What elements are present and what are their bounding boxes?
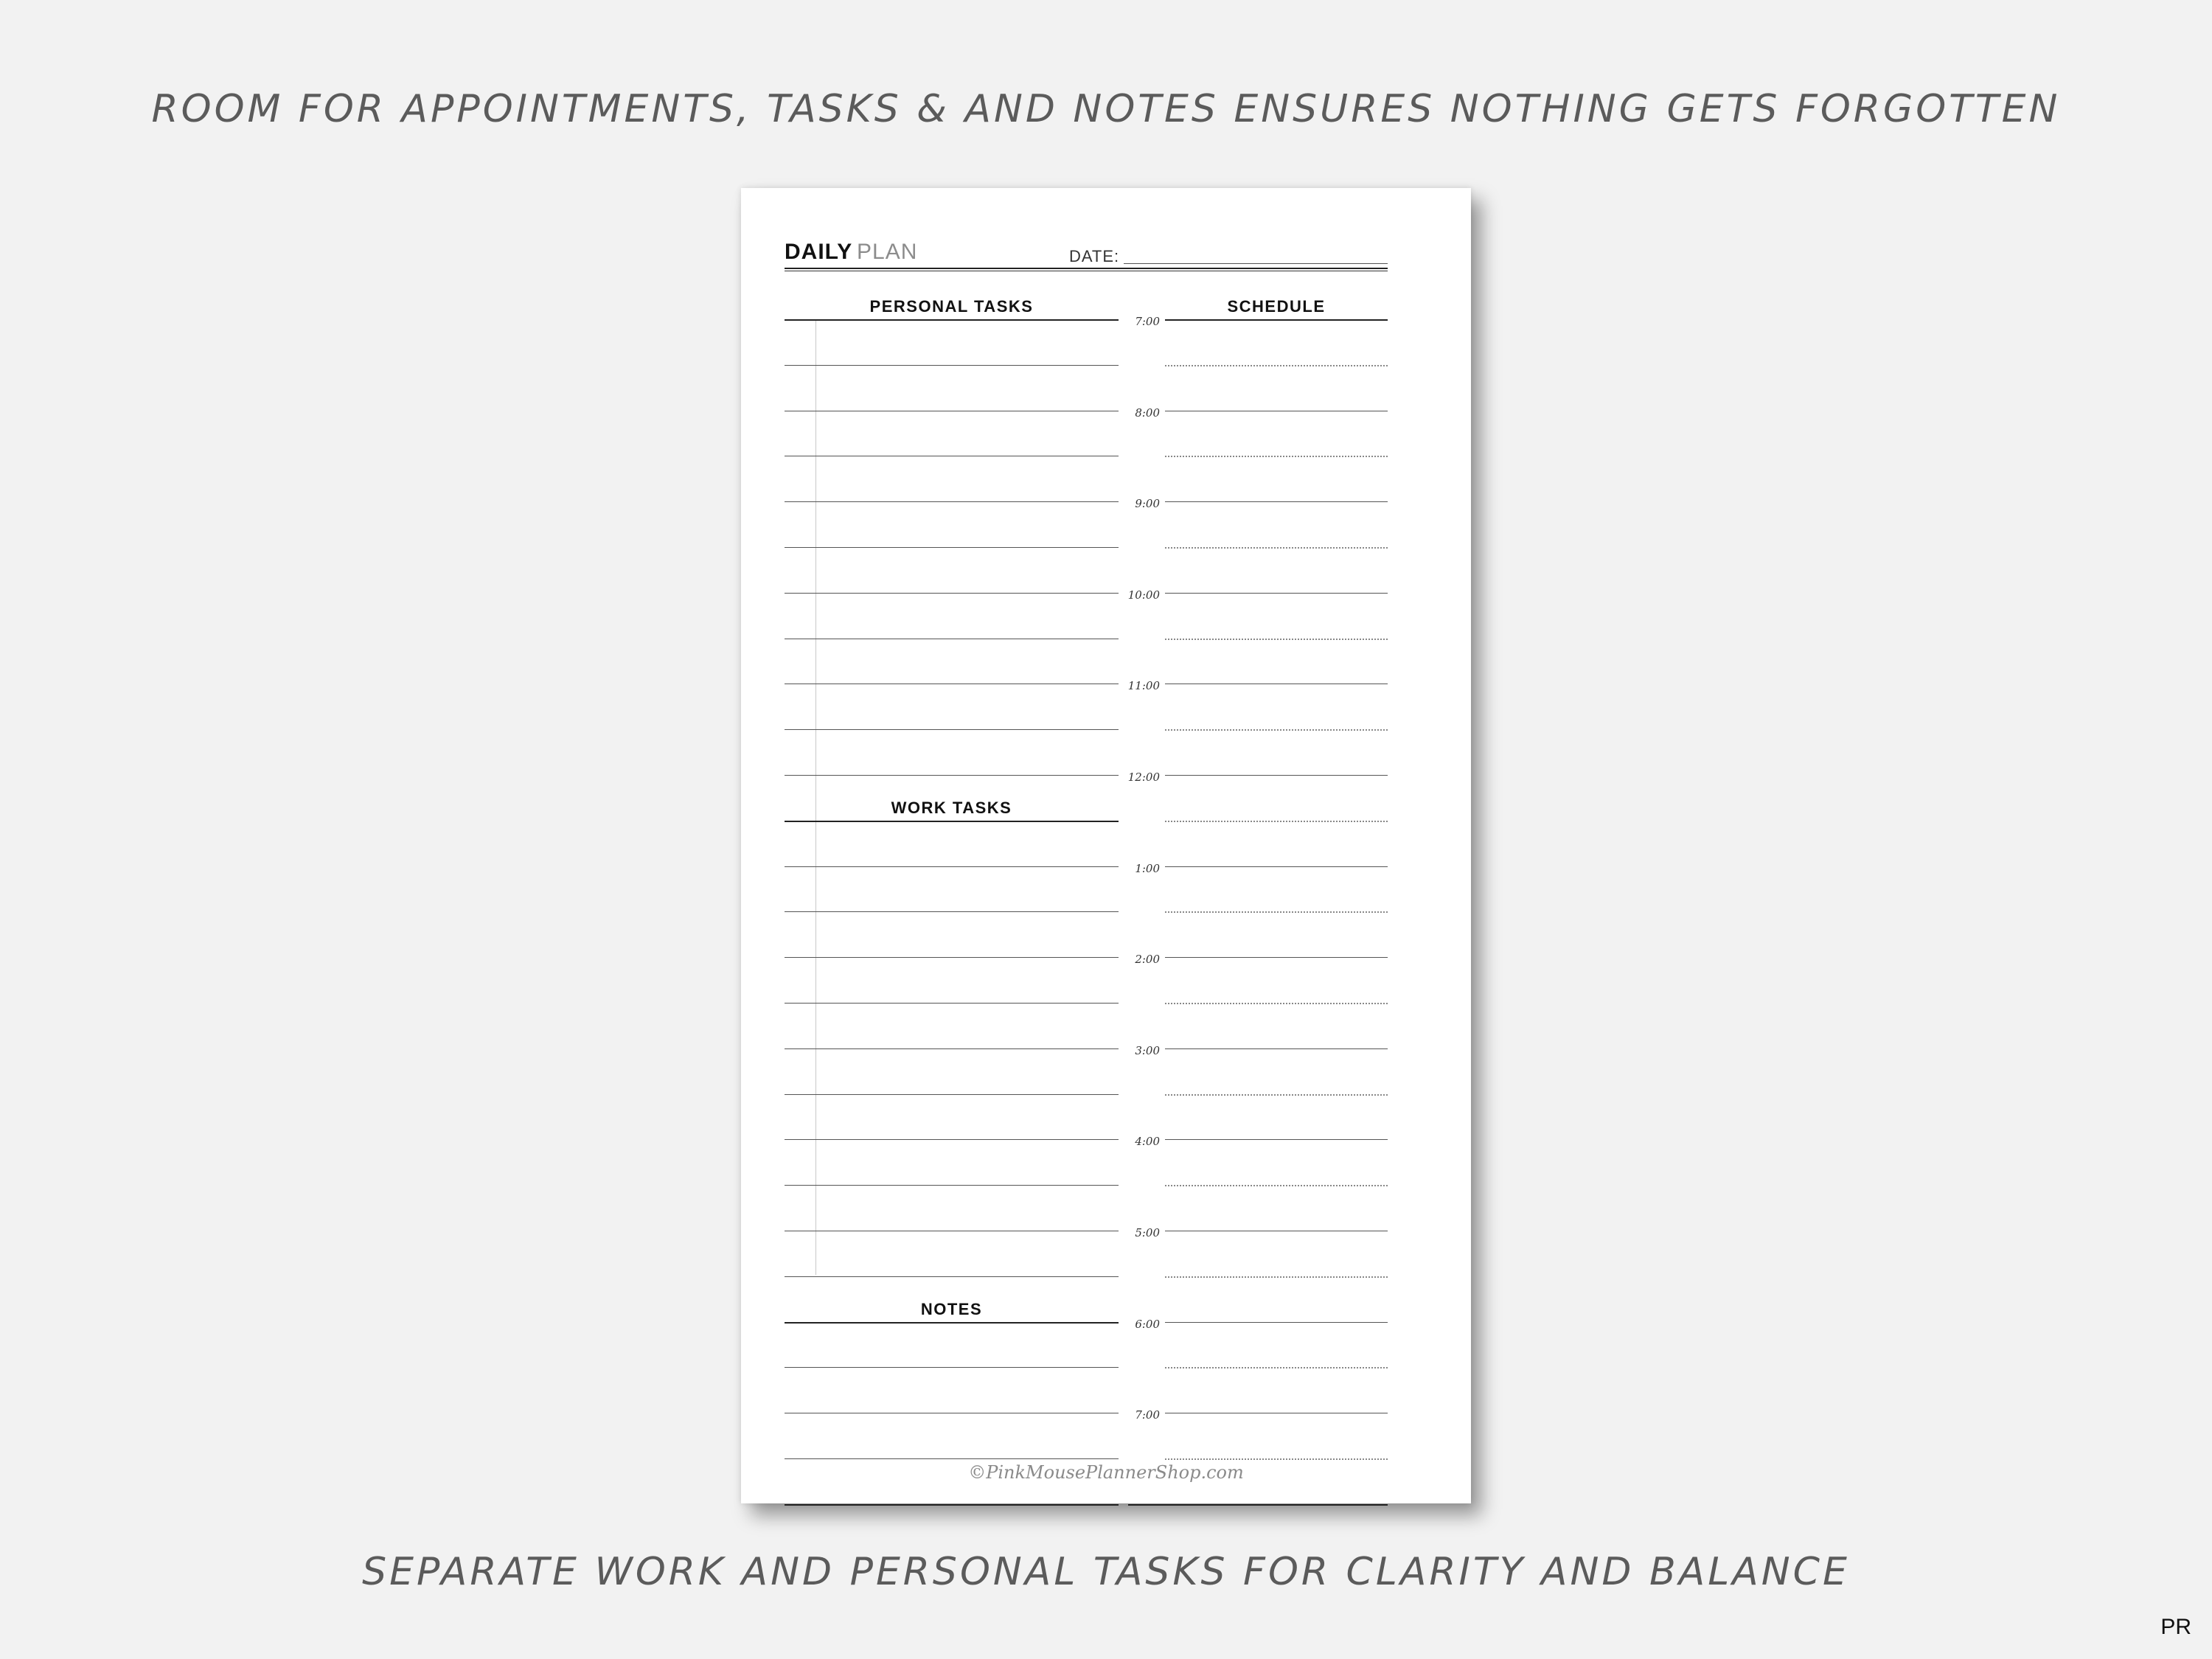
time-label: 3:00 xyxy=(1135,1043,1160,1057)
hour-line xyxy=(1165,593,1388,594)
time-label: 9:00 xyxy=(1135,497,1160,511)
work-tasks-heading: WORK TASKS xyxy=(891,799,1012,817)
time-label: 5:00 xyxy=(1135,1226,1160,1239)
half-hour-line xyxy=(1165,456,1388,457)
time-label: 4:00 xyxy=(1135,1135,1160,1149)
time-label: 7:00 xyxy=(1135,1408,1160,1422)
date-line xyxy=(1124,263,1388,264)
writing-line xyxy=(785,593,1119,594)
writing-line xyxy=(785,547,1119,548)
hour-line xyxy=(1165,1139,1388,1140)
writing-line xyxy=(785,1276,1119,1277)
time-label: 12:00 xyxy=(1127,771,1160,784)
watermark: ©PinkMousePlannerShop.com xyxy=(968,1462,1244,1483)
schedule-bottom-rule xyxy=(1128,1504,1388,1506)
time-label: 6:00 xyxy=(1135,1317,1160,1331)
section-rule xyxy=(785,821,1119,822)
half-hour-line xyxy=(1165,639,1388,640)
half-hour-line xyxy=(1165,1458,1388,1460)
schedule-rule xyxy=(1165,319,1388,321)
half-hour-line xyxy=(1165,365,1388,366)
title-rule xyxy=(785,268,1388,269)
section-rule xyxy=(785,319,1119,321)
planner-title-daily: DAILY xyxy=(785,240,853,264)
time-label: 7:00 xyxy=(1135,315,1160,328)
writing-line xyxy=(785,365,1119,366)
writing-line xyxy=(785,866,1119,867)
writing-line xyxy=(785,1367,1119,1368)
schedule-heading: SCHEDULE xyxy=(1227,297,1326,316)
hour-line xyxy=(1165,1048,1388,1049)
half-hour-line xyxy=(1165,1003,1388,1004)
time-label: 8:00 xyxy=(1135,406,1160,420)
hour-line xyxy=(1165,1322,1388,1323)
half-hour-line xyxy=(1165,1276,1388,1278)
headline-top: ROOM FOR APPOINTMENTS, TASKS & AND NOTES ENSURES NOTHING GETS FORGOTTEN xyxy=(151,87,2061,131)
writing-line xyxy=(785,957,1119,958)
writing-line xyxy=(785,911,1119,912)
section-rule xyxy=(785,1504,1119,1506)
half-hour-line xyxy=(1165,1094,1388,1096)
writing-line xyxy=(785,1094,1119,1095)
task-checkbox-margin xyxy=(815,319,816,1275)
corner-mark: PR xyxy=(2160,1615,2191,1639)
writing-line xyxy=(785,775,1119,776)
personal-tasks-heading: PERSONAL TASKS xyxy=(869,297,1034,316)
section-rule xyxy=(785,1322,1119,1324)
writing-line xyxy=(785,1048,1119,1049)
hour-line xyxy=(1165,866,1388,867)
planner-page xyxy=(741,188,1471,1503)
writing-line xyxy=(785,501,1119,502)
half-hour-line xyxy=(1165,1367,1388,1368)
half-hour-line xyxy=(1165,1185,1388,1186)
planner-title-plan: PLAN xyxy=(857,240,918,264)
time-label: 1:00 xyxy=(1135,861,1160,875)
half-hour-line xyxy=(1165,547,1388,549)
time-label: 10:00 xyxy=(1127,588,1160,602)
half-hour-line xyxy=(1165,821,1388,822)
writing-line xyxy=(785,729,1119,730)
time-label: 2:00 xyxy=(1135,953,1160,967)
headline-bottom: SEPARATE WORK AND PERSONAL TASKS FOR CLARITY AND BALANCE xyxy=(362,1550,1850,1594)
writing-line xyxy=(785,1185,1119,1186)
planner-title-row xyxy=(785,240,1388,269)
half-hour-line xyxy=(1165,911,1388,913)
half-hour-line xyxy=(1165,729,1388,731)
date-label: DATE: xyxy=(1069,247,1120,265)
hour-line xyxy=(1165,957,1388,958)
writing-line xyxy=(785,1003,1119,1004)
notes-heading: NOTES xyxy=(920,1300,983,1318)
writing-line xyxy=(785,1139,1119,1140)
time-label: 11:00 xyxy=(1127,679,1160,693)
writing-line xyxy=(785,1458,1119,1459)
hour-line xyxy=(1165,501,1388,502)
hour-line xyxy=(1165,775,1388,776)
